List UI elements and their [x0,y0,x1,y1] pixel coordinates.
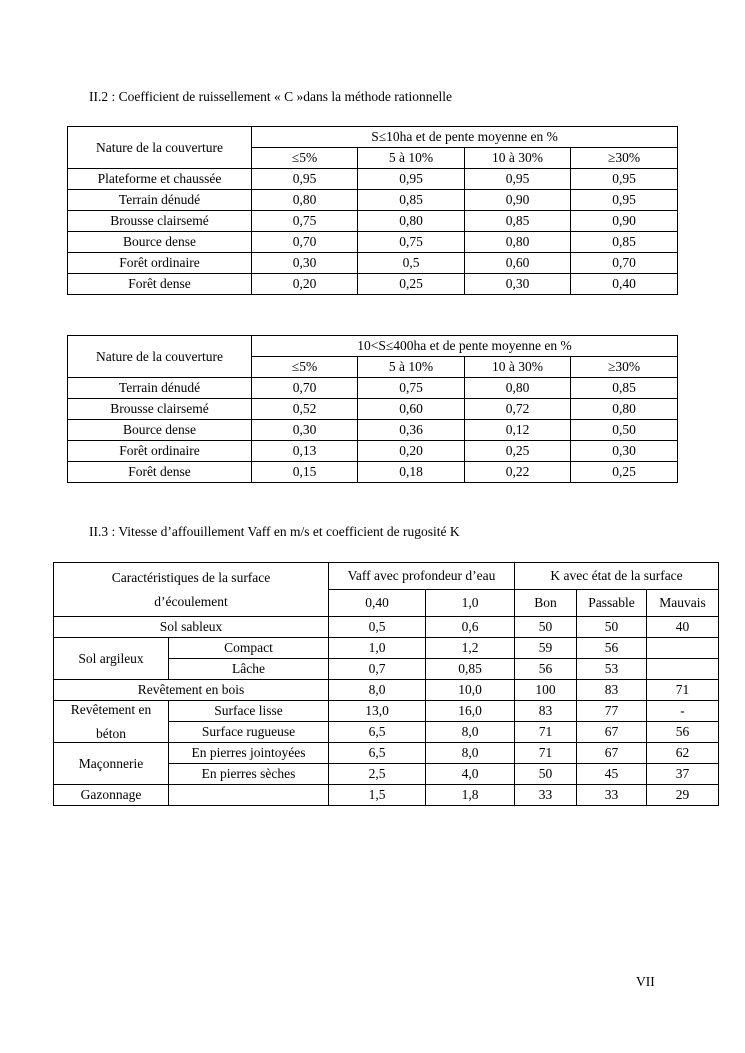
cell-value: 0,95 [465,169,571,190]
cell-value: 50 [577,617,647,638]
table-corner-header: Nature de la couverture [68,127,252,169]
row-label: Bource dense [68,232,252,253]
slope-header: 5 à 10% [358,357,465,378]
page-number: VII [636,974,655,989]
cell-value: 0,95 [358,169,465,190]
cell-value: 0,13 [252,441,358,462]
slope-header: 5 à 10% [358,148,465,169]
slope-header: 10 à 30% [465,357,571,378]
row-label: Sol argileux [54,638,169,680]
cell-value: 0,15 [252,462,358,483]
cell-value: 0,36 [358,420,465,441]
cell-value: 0,25 [465,441,571,462]
cell-value: 0,70 [571,253,678,274]
row-sublabel: Lâche [169,659,329,680]
row-label: Maçonnerie [54,743,169,785]
row-label: Revêtement en bois [54,680,329,701]
row-sublabel: Compact [169,638,329,659]
cell-value: 0,80 [358,211,465,232]
cell-value: 0,75 [252,211,358,232]
table-row [54,743,719,764]
cell-value: 0,25 [358,274,465,295]
cell-value: 62 [647,743,719,764]
section-heading-runoff: II.2 : Coefficient de ruissellement « C »dans la méthode rationnelle [89,89,453,104]
row-sublabel: En pierres sèches [169,764,329,785]
table-row [68,399,678,420]
cell-value: 67 [577,722,647,743]
runoff-table-large-area [67,335,678,483]
table-row [68,190,678,211]
cell-value: 0,30 [465,274,571,295]
cell-value: 83 [515,701,577,722]
cell-value: 0,75 [358,378,465,399]
table-row [54,785,719,806]
depth-header: 0,40 [329,590,426,617]
cell-value: 0,95 [571,190,678,211]
table-row [54,701,719,722]
cell-value: 83 [577,680,647,701]
cell-value: 0,85 [571,378,678,399]
cell-value: 0,80 [465,232,571,253]
cell-value: 0,95 [571,169,678,190]
cell-value: 0,70 [252,232,358,253]
header-line: d’écoulement [154,593,228,609]
cell-value: 40 [647,617,719,638]
table-group-header: S≤10ha et de pente moyenne en % [252,127,678,148]
cell-value: 77 [577,701,647,722]
table-row [68,462,678,483]
table-group-header: 10<S≤400ha et de pente moyenne en % [252,336,678,357]
row-label: Brousse clairsemé [68,211,252,232]
cell-value: 0,7 [329,659,426,680]
cell-value: 0,80 [465,378,571,399]
cell-value: 16,0 [426,701,515,722]
cell-value: 1,8 [426,785,515,806]
cell-value: 0,80 [571,399,678,420]
cell-value: 8,0 [426,743,515,764]
cell-value: 0,85 [571,232,678,253]
table-row [68,169,678,190]
state-header: Mauvais [647,590,719,617]
cell-value: 50 [515,764,577,785]
table-row [68,253,678,274]
cell-value: 50 [515,617,577,638]
row-label: Forêt dense [68,274,252,295]
cell-value: 0,30 [571,441,678,462]
cell-value: 1,5 [329,785,426,806]
state-header: Passable [577,590,647,617]
slope-header: ≤5% [252,148,358,169]
slope-header: ≥30% [571,357,678,378]
cell-value: 2,5 [329,764,426,785]
cell-value: 0,30 [252,253,358,274]
cell-value: 71 [515,722,577,743]
cell-value: 0,60 [465,253,571,274]
cell-value: 10,0 [426,680,515,701]
cell-value: 0,72 [465,399,571,420]
row-label: Plateforme et chaussée [68,169,252,190]
cell-value: 0,22 [465,462,571,483]
row-label: Terrain dénudé [68,378,252,399]
cell-value: 56 [515,659,577,680]
cell-value: 13,0 [329,701,426,722]
row-label: Forêt ordinaire [68,441,252,462]
table-row [54,638,719,659]
cell-value [647,638,719,659]
scour-velocity-table [53,562,719,806]
table-row [68,441,678,462]
cell-value: 0,52 [252,399,358,420]
cell-value: 0,20 [358,441,465,462]
row-sublabel: Surface lisse [169,701,329,722]
cell-value: 0,40 [571,274,678,295]
cell-value: - [647,701,719,722]
cell-value: 33 [577,785,647,806]
vaff-header: Vaff avec profondeur d’eau [329,563,515,590]
cell-value: 0,90 [571,211,678,232]
cell-value: 8,0 [426,722,515,743]
cell-value: 0,70 [252,378,358,399]
slope-header: ≥30% [571,148,678,169]
row-label: Brousse clairsemé [68,399,252,420]
table-row [68,274,678,295]
cell-value [647,659,719,680]
cell-value: 0,25 [571,462,678,483]
slope-header: ≤5% [252,357,358,378]
row-sublabel: En pierres jointoyées [169,743,329,764]
row-label: Sol sableux [54,617,329,638]
table-corner-header: Nature de la couverture [68,336,252,378]
k-header: K avec état de la surface [515,563,719,590]
cell-value: 0,18 [358,462,465,483]
cell-value: 1,2 [426,638,515,659]
table-row [68,232,678,253]
state-header: Bon [515,590,577,617]
cell-value: 45 [577,764,647,785]
row-label: Terrain dénudé [68,190,252,211]
cell-value: 56 [647,722,719,743]
cell-value: 0,75 [358,232,465,253]
cell-value: 0,6 [426,617,515,638]
cell-value: 29 [647,785,719,806]
header-line: Caractéristiques de la surface [111,569,271,585]
cell-value: 0,5 [358,253,465,274]
cell-value: 71 [515,743,577,764]
cell-value: 56 [577,638,647,659]
slope-header: 10 à 30% [465,148,571,169]
cell-value: 4,0 [426,764,515,785]
cell-value: 0,85 [358,190,465,211]
cell-value: 0,85 [426,659,515,680]
cell-value: 0,5 [329,617,426,638]
table-row [68,378,678,399]
row-sublabel: Surface rugueuse [169,722,329,743]
row-label: Forêt dense [68,462,252,483]
cell-value: 0,85 [465,211,571,232]
cell-value: 6,5 [329,722,426,743]
table-row [54,617,719,638]
cell-value: 67 [577,743,647,764]
cell-value: 100 [515,680,577,701]
cell-value: 0,95 [252,169,358,190]
runoff-table-small-area [67,126,678,295]
row-sublabel [169,785,329,806]
cell-value: 0,30 [252,420,358,441]
cell-value: 33 [515,785,577,806]
section-heading-scour-velocity: II.3 : Vitesse d’affouillement Vaff en m/s et coefficient de rugosité K [89,524,460,539]
cell-value: 0,20 [252,274,358,295]
label-line: béton [96,725,126,741]
label-line: Revêtement en [70,701,152,717]
cell-value: 0,80 [252,190,358,211]
cell-value: 0,50 [571,420,678,441]
cell-value: 71 [647,680,719,701]
depth-header: 1,0 [426,590,515,617]
cell-value: 53 [577,659,647,680]
cell-value: 0,60 [358,399,465,420]
cell-value: 6,5 [329,743,426,764]
surface-characteristics-header [54,563,329,617]
cell-value: 0,12 [465,420,571,441]
table-row [68,211,678,232]
cell-value: 0,90 [465,190,571,211]
row-label [54,701,169,743]
row-label: Bource dense [68,420,252,441]
cell-value: 59 [515,638,577,659]
table-row [54,680,719,701]
row-label: Gazonnage [54,785,169,806]
cell-value: 8,0 [329,680,426,701]
row-label: Forêt ordinaire [68,253,252,274]
cell-value: 37 [647,764,719,785]
table-row [68,420,678,441]
cell-value: 1,0 [329,638,426,659]
